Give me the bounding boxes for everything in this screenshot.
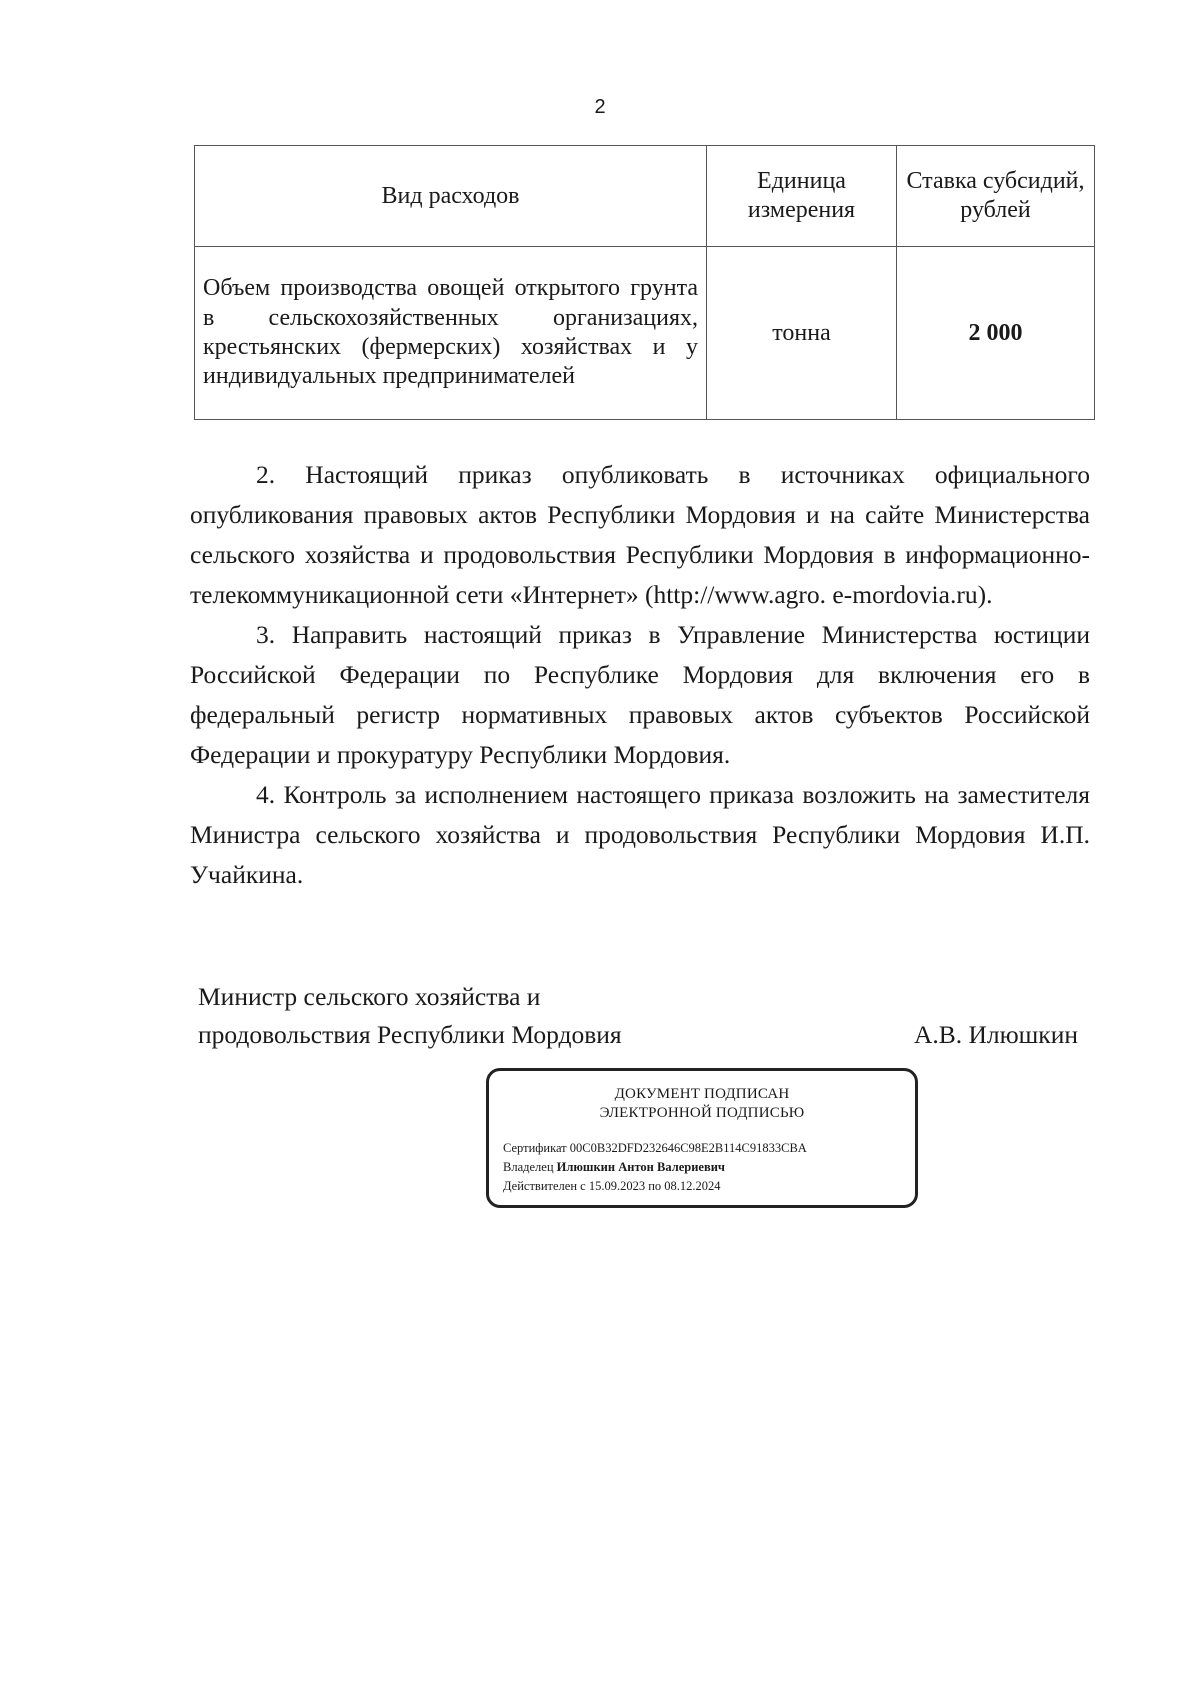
stamp-validity-line (503, 1177, 915, 1196)
electronic-signature-stamp (486, 1068, 918, 1208)
cell-unit: тонна (707, 247, 897, 420)
signer-name: А.В. Илюшкин (913, 1020, 1078, 1049)
stamp-owner-line (503, 1158, 915, 1177)
signature-block (198, 978, 1078, 1054)
valid-to-label: по (648, 1179, 662, 1193)
certificate-value: 00C0B32DFD232646C98E2B114C91833CBA (569, 1141, 807, 1155)
header-unit: Единица измерения (707, 146, 897, 247)
header-rate: Ставка субсидий, рублей (897, 146, 1095, 247)
owner-value: Илюшкин Антон Валериевич (556, 1160, 725, 1174)
clause-3: 3. Направить настоящий приказ в Управление Министерства юстиции Российской Федерации по Республике Мордовия для включения его в федеральный регистр нормативных правовых актов субъектов Российской Федерации и прокуратуру Республики Мордовия. (190, 620, 1090, 769)
table-header-row (195, 146, 1095, 247)
cell-description: Объем производства овощей открытого грунта в сельскохозяйственных организациях, крестьянских (фермерских) хозяйствах и у индивидуальных предпринимателей (195, 247, 707, 420)
stamp-title-line1: ДОКУМЕНТ ПОДПИСАН (614, 1086, 790, 1102)
page-number: 2 (594, 96, 606, 118)
cell-rate: 2 000 (897, 247, 1095, 420)
owner-label: Владелец (503, 1160, 554, 1174)
signer-position-line2: продовольствия Республики Мордовия (198, 1020, 622, 1049)
stamp-certificate-line (503, 1139, 915, 1158)
table-row (195, 247, 1095, 420)
stamp-title (489, 1085, 915, 1123)
order-clauses (190, 455, 1090, 895)
signer-position-line1: Министр сельского хозяйства и (198, 982, 541, 1011)
header-expense-type: Вид расходов (195, 146, 707, 247)
valid-to: 08.12.2024 (664, 1179, 721, 1193)
subsidy-rates-table (194, 145, 1095, 420)
clause-4: 4. Контроль за исполнением настоящего приказа возложить на заместителя Министра сельского хозяйства и продовольствия Республики Мордовия И.П. Учайкина. (190, 780, 1090, 889)
stamp-details (503, 1139, 915, 1196)
valid-from: 15.09.2023 (588, 1179, 646, 1193)
stamp-title-line2: ЭЛЕКТРОННОЙ ПОДПИСЬЮ (599, 1105, 805, 1121)
valid-label: Действителен с (503, 1179, 586, 1193)
certificate-label: Сертификат (503, 1141, 567, 1155)
clause-2: 2. Настоящий приказ опубликовать в источниках официального опубликования правовых актов Республики Мордовия и на сайте Министерства сельского хозяйства и продовольствия Республики Мордовия в информационно-телекоммуникационной сети «Интернет» (http://www.agro. e-mordovia.ru). (190, 460, 1090, 609)
